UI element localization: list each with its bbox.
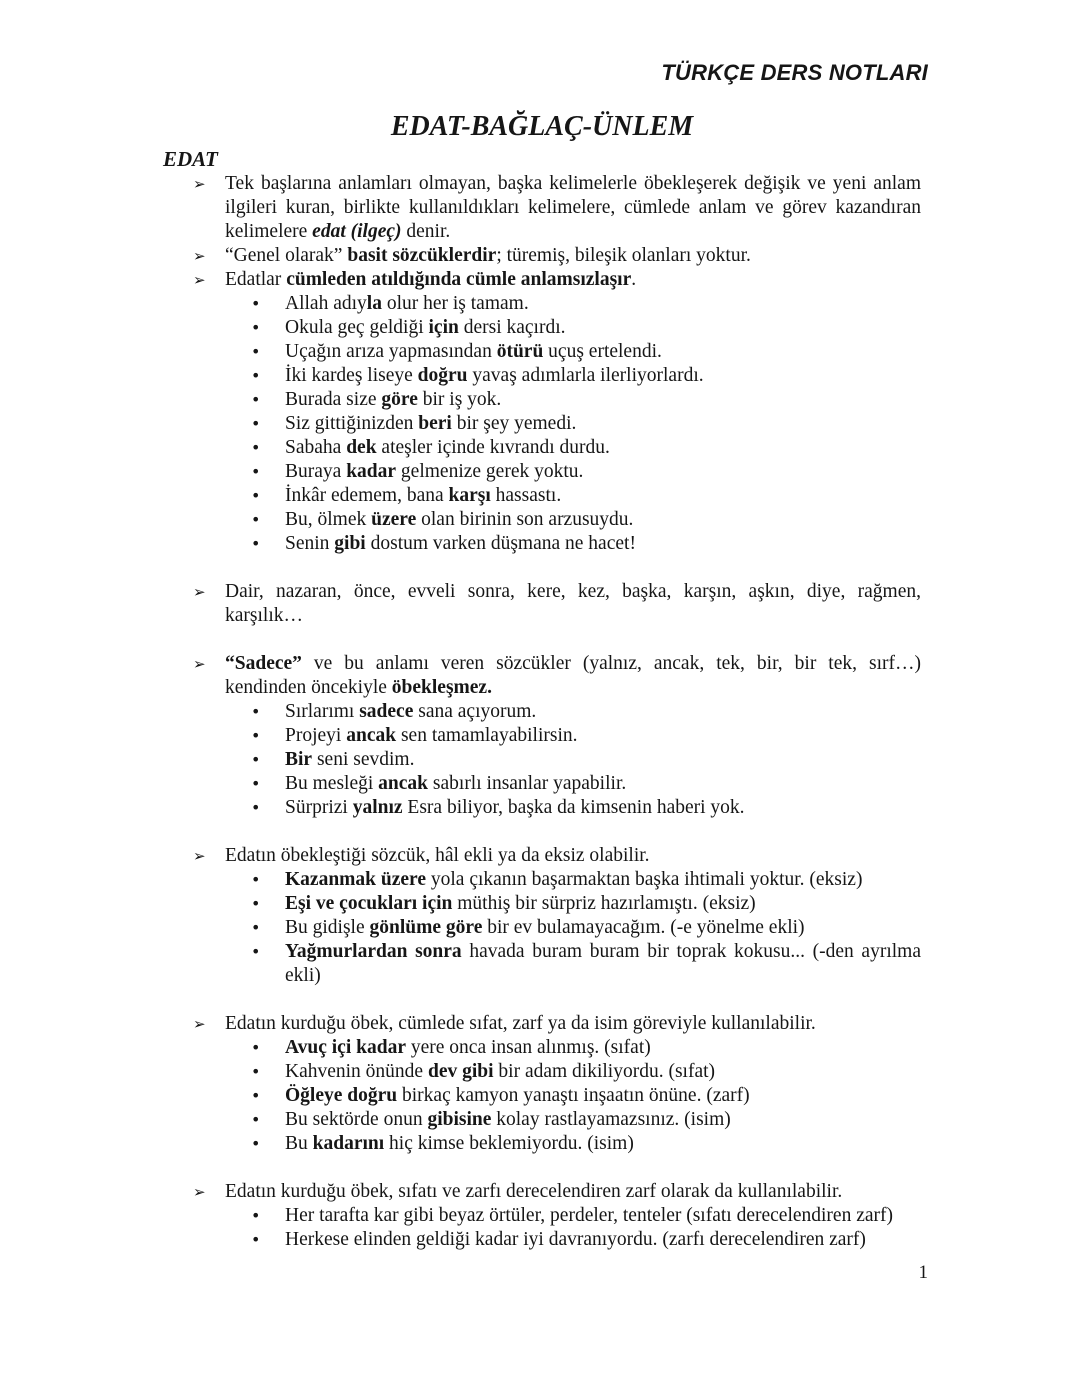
round-bullet-icon: • bbox=[251, 1230, 261, 1249]
round-bullet-icon: • bbox=[251, 414, 261, 433]
paragraph-text: Tek başlarına anlamları olmayan, başka kelimelerle öbekleşerek değişik ve yeni anlam ilgileri kuran, birlikte kullanıldıkları kelimelere, cümlede anlam ve görev kazandıran kelimelere edat (ilgeç) denir. bbox=[225, 173, 921, 242]
paragraph-text: Herkese elinden geldiği kadar iyi davranıyordu. (zarfı derecelendiren zarf) bbox=[285, 1229, 866, 1250]
list-item bbox=[163, 436, 921, 460]
document-header: TÜRKÇE DERS NOTLARI bbox=[661, 60, 928, 85]
arrow-bullet-icon: ➢ bbox=[193, 655, 206, 673]
list-item bbox=[163, 532, 921, 556]
paragraph-text: Sırlarımı sadece sana açıyorum. bbox=[285, 701, 537, 722]
round-bullet-icon: • bbox=[251, 1086, 261, 1105]
round-bullet-icon: • bbox=[251, 1110, 261, 1129]
paragraph-spacer bbox=[163, 988, 921, 1012]
arrow-bullet-icon: ➢ bbox=[193, 247, 206, 265]
list-item bbox=[163, 484, 921, 508]
arrow-list-item bbox=[163, 1180, 921, 1204]
list-item bbox=[163, 796, 921, 820]
round-bullet-icon: • bbox=[251, 294, 261, 313]
list-item bbox=[163, 460, 921, 484]
arrow-bullet-icon: ➢ bbox=[193, 271, 206, 289]
paragraph-text: Bu, ölmek üzere olan birinin son arzusuydu. bbox=[285, 509, 634, 530]
arrow-list-item bbox=[163, 652, 921, 700]
round-bullet-icon: • bbox=[251, 774, 261, 793]
list-item bbox=[163, 724, 921, 748]
round-bullet-icon: • bbox=[251, 366, 261, 385]
round-bullet-icon: • bbox=[251, 342, 261, 361]
round-bullet-icon: • bbox=[251, 486, 261, 505]
list-item bbox=[163, 1228, 921, 1252]
list-item bbox=[163, 1204, 921, 1228]
list-item bbox=[163, 748, 921, 772]
paragraph-text: Uçağın arıza yapmasından ötürü uçuş ertelendi. bbox=[285, 341, 662, 362]
paragraph-text: Bu gidişle gönlüme göre bir ev bulamayacağım. (-e yönelme ekli) bbox=[285, 917, 805, 938]
document-body bbox=[163, 110, 921, 1252]
paragraph-text: Siz gittiğinizden beri bir şey yemedi. bbox=[285, 413, 577, 434]
paragraph-text: Senin gibi dostum varken düşmana ne hacet! bbox=[285, 533, 636, 554]
paragraph-text: Okula geç geldiği için dersi kaçırdı. bbox=[285, 317, 566, 338]
list-item bbox=[163, 508, 921, 532]
paragraph-text: “Genel olarak” basit sözcüklerdir; türemiş, bileşik olanları yoktur. bbox=[225, 245, 751, 266]
paragraph-text: İnkâr edemem, bana karşı hassastı. bbox=[285, 485, 562, 506]
paragraph-text: Edatın kurduğu öbek, sıfatı ve zarfı derecelendiren zarf olarak da kullanılabilir. bbox=[225, 1181, 843, 1202]
paragraph-text: Kazanmak üzere yola çıkanın başarmaktan başka ihtimali yoktur. (eksiz) bbox=[285, 869, 863, 890]
paragraph-spacer bbox=[163, 628, 921, 652]
round-bullet-icon: • bbox=[251, 438, 261, 457]
round-bullet-icon: • bbox=[251, 942, 261, 961]
round-bullet-icon: • bbox=[251, 318, 261, 337]
list-item bbox=[163, 1060, 921, 1084]
round-bullet-icon: • bbox=[251, 510, 261, 529]
paragraph-text: Projeyi ancak sen tamamlayabilirsin. bbox=[285, 725, 578, 746]
paragraph-text: İki kardeş liseye doğru yavaş adımlarla ilerliyorlardı. bbox=[285, 365, 704, 386]
paragraph-text: Sabaha dek ateşler içinde kıvrandı durdu. bbox=[285, 437, 610, 458]
round-bullet-icon: • bbox=[251, 1038, 261, 1057]
list-item bbox=[163, 892, 921, 916]
paragraph-text: Avuç içi kadar yere onca insan alınmış. (sıfat) bbox=[285, 1037, 651, 1058]
round-bullet-icon: • bbox=[251, 1062, 261, 1081]
round-bullet-icon: • bbox=[251, 918, 261, 937]
round-bullet-icon: • bbox=[251, 726, 261, 745]
round-bullet-icon: • bbox=[251, 798, 261, 817]
page-title: EDAT-BAĞLAÇ-ÜNLEM bbox=[390, 111, 694, 142]
paragraph-text: Bir seni sevdim. bbox=[285, 749, 415, 770]
paragraph-text: Yağmurlardan sonra havada buram buram bir toprak kokusu... (-den ayrılma ekli) bbox=[285, 941, 921, 986]
list-item bbox=[163, 364, 921, 388]
list-item bbox=[163, 340, 921, 364]
arrow-list-item bbox=[163, 580, 921, 628]
round-bullet-icon: • bbox=[251, 534, 261, 553]
paragraph-text: Eşi ve çocukları için müthiş bir sürpriz hazırlamıştı. (eksiz) bbox=[285, 893, 756, 914]
arrow-list-item bbox=[163, 1012, 921, 1036]
list-item bbox=[163, 388, 921, 412]
section-heading-edat: EDAT bbox=[163, 147, 218, 171]
paragraph-spacer bbox=[163, 820, 921, 844]
list-item bbox=[163, 1108, 921, 1132]
round-bullet-icon: • bbox=[251, 894, 261, 913]
page-number: 1 bbox=[918, 1262, 928, 1283]
round-bullet-icon: • bbox=[251, 390, 261, 409]
content-blocks bbox=[163, 172, 921, 1252]
paragraph-text: Öğleye doğru birkaç kamyon yanaştı inşaatın önüne. (zarf) bbox=[285, 1085, 750, 1106]
paragraph-text: “Sadece” ve bu anlamı veren sözcükler (yalnız, ancak, tek, bir, bir tek, sırf…) kendinden öncekiyle öbekleşmez. bbox=[225, 653, 921, 698]
round-bullet-icon: • bbox=[251, 1206, 261, 1225]
list-item bbox=[163, 412, 921, 436]
list-item bbox=[163, 1084, 921, 1108]
list-item bbox=[163, 1036, 921, 1060]
paragraph-text: Edatın öbekleştiği sözcük, hâl ekli ya da eksiz olabilir. bbox=[225, 845, 650, 866]
paragraph-text: Sürprizi yalnız Esra biliyor, başka da kimsenin haberi yok. bbox=[285, 797, 745, 818]
round-bullet-icon: • bbox=[251, 750, 261, 769]
round-bullet-icon: • bbox=[251, 1134, 261, 1153]
paragraph-text: Her tarafta kar gibi beyaz örtüler, perdeler, tenteler (sıfatı derecelendiren zarf) bbox=[285, 1205, 893, 1226]
paragraph-text: Bu sektörde onun gibisine kolay rastlayamazsınız. (isim) bbox=[285, 1109, 731, 1130]
list-item bbox=[163, 940, 921, 988]
paragraph-spacer bbox=[163, 1156, 921, 1180]
paragraph-text: Edatlar cümleden atıldığında cümle anlamsızlaşır. bbox=[225, 269, 637, 290]
paragraph-text: Allah adıyla olur her iş tamam. bbox=[285, 293, 529, 314]
arrow-bullet-icon: ➢ bbox=[193, 175, 206, 193]
list-item bbox=[163, 316, 921, 340]
round-bullet-icon: • bbox=[251, 462, 261, 481]
paragraph-text: Edatın kurduğu öbek, cümlede sıfat, zarf ya da isim göreviyle kullanılabilir. bbox=[225, 1013, 816, 1034]
paragraph-text: Dair, nazaran, önce, evveli sonra, kere, kez, başka, karşın, aşkın, diye, rağmen, karşılık… bbox=[225, 581, 921, 626]
arrow-bullet-icon: ➢ bbox=[193, 847, 206, 865]
list-item bbox=[163, 868, 921, 892]
arrow-bullet-icon: ➢ bbox=[193, 1183, 206, 1201]
arrow-bullet-icon: ➢ bbox=[193, 1015, 206, 1033]
list-item bbox=[163, 1132, 921, 1156]
round-bullet-icon: • bbox=[251, 702, 261, 721]
paragraph-text: Bu kadarını hiç kimse beklemiyordu. (isim) bbox=[285, 1133, 634, 1154]
paragraph-spacer bbox=[163, 556, 921, 580]
round-bullet-icon: • bbox=[251, 870, 261, 889]
list-item bbox=[163, 916, 921, 940]
arrow-list-item bbox=[163, 844, 921, 868]
paragraph-text: Bu mesleği ancak sabırlı insanlar yapabilir. bbox=[285, 773, 627, 794]
arrow-bullet-icon: ➢ bbox=[193, 583, 206, 601]
paragraph-text: Buraya kadar gelmenize gerek yoktu. bbox=[285, 461, 584, 482]
paragraph-text: Burada size göre bir iş yok. bbox=[285, 389, 502, 410]
list-item bbox=[163, 772, 921, 796]
list-item bbox=[163, 700, 921, 724]
arrow-list-item bbox=[163, 172, 921, 244]
arrow-list-item bbox=[163, 244, 921, 268]
list-item bbox=[163, 292, 921, 316]
arrow-list-item bbox=[163, 268, 921, 292]
paragraph-text: Kahvenin önünde dev gibi bir adam dikiliyordu. (sıfat) bbox=[285, 1061, 716, 1082]
